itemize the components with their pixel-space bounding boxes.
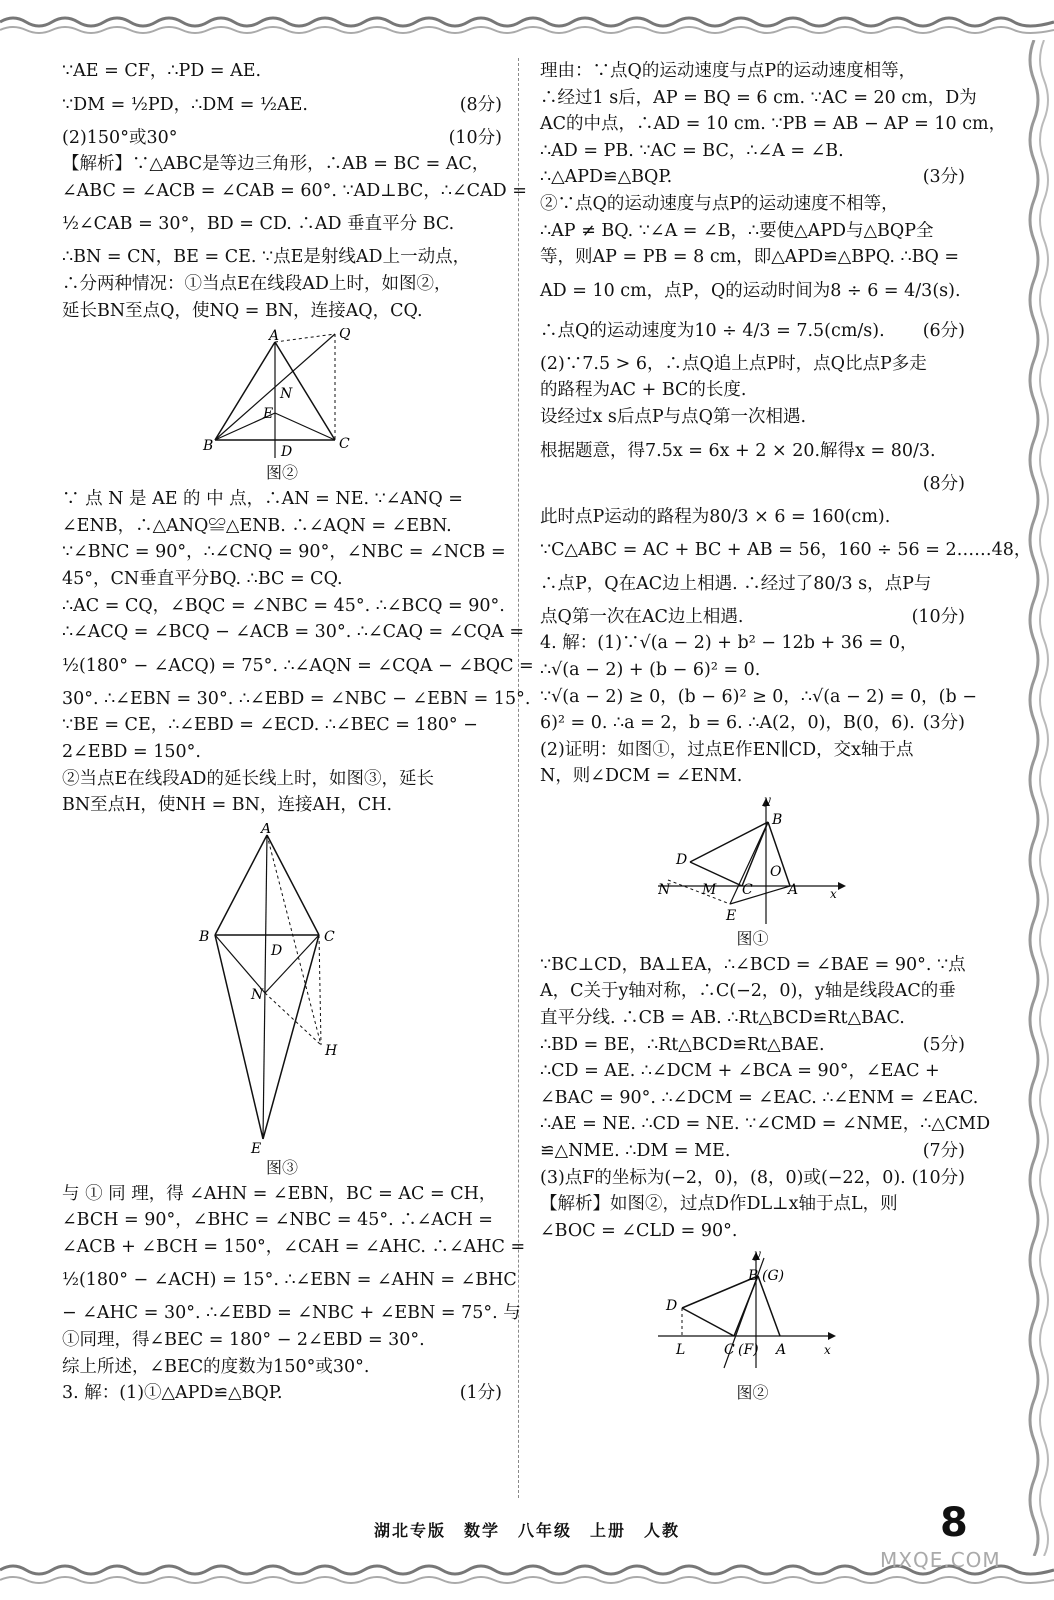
line-text: ∠BCH = 90°，∠BHC = ∠NBC = 45°. ∴∠ACH = xyxy=(62,1210,493,1231)
text-line xyxy=(540,497,965,537)
text-line xyxy=(540,431,965,471)
text-line xyxy=(540,537,1032,564)
text-line xyxy=(540,311,965,351)
text-line xyxy=(540,978,965,1005)
line-text: 理由：∵点Q的运动速度与点P的运动速度相等， xyxy=(540,61,917,81)
text-line xyxy=(540,1191,965,1218)
right-text-block-2 xyxy=(540,952,991,1245)
svg-text:C: C xyxy=(339,436,350,453)
text-line xyxy=(540,471,965,498)
text-line xyxy=(62,712,502,739)
text-line xyxy=(62,486,502,513)
line-text: ∵√(a − 2) ≥ 0，(b − 6)² ≥ 0，∴√(a − 2) = 0，(b − xyxy=(540,686,977,707)
text-line xyxy=(540,377,965,404)
line-text: ∠ENB，∴△ANQ≌△ENB. ∴∠AQN = ∠EBN. xyxy=(62,515,452,536)
text-line xyxy=(540,1165,965,1192)
svg-text:y: y xyxy=(763,793,771,807)
line-text: 2∠EBD = 150°. xyxy=(62,741,201,762)
right-column xyxy=(540,58,1032,1406)
line-text: 【解析】∵△ABC是等边三角形，∴AB = BC = AC， xyxy=(62,154,490,175)
line-text: ∴AP ≠ BQ. ∵∠A = ∠B，∴要使△APD与△BQP全 xyxy=(540,220,934,241)
line-text: ∠ACB + ∠BCH = 150°，∠CAH = ∠AHC. ∴∠AHC = xyxy=(62,1236,526,1257)
text-line xyxy=(62,766,502,793)
text-line xyxy=(540,244,965,271)
line-text: BN至点H，使NH = BN，连接AH，CH. xyxy=(62,795,393,816)
text-line xyxy=(540,218,965,245)
text-line xyxy=(540,85,977,112)
svg-text:N: N xyxy=(251,986,264,1003)
text-line xyxy=(540,191,965,218)
line-text: ①同理，得∠BEC = 180° − 2∠EBD = 30°. xyxy=(62,1330,425,1351)
line-text: A，C关于y轴对称，∴C(−2，0)，y轴是线段AC的垂 xyxy=(540,981,956,1002)
coordinate-diagram-fig1 xyxy=(658,794,848,924)
svg-text:E: E xyxy=(263,406,274,423)
text-line xyxy=(62,566,502,593)
svg-text:E: E xyxy=(251,1140,262,1153)
text-line xyxy=(540,952,965,979)
left-column xyxy=(62,58,534,1407)
watermark: MXQE.COM xyxy=(880,1548,1001,1572)
score-mark: (10分) xyxy=(448,127,502,148)
triangle-diagram-fig2 xyxy=(197,328,367,458)
line-text: ∴AD = PB. ∵AC = BC，∴∠A = ∠B. xyxy=(540,140,844,161)
text-line xyxy=(62,1380,502,1407)
line-text: ∵DM = ½PD，∴DM = ½AE. xyxy=(62,94,308,115)
text-line xyxy=(62,1207,502,1234)
text-line xyxy=(62,1181,502,1208)
text-line xyxy=(540,351,965,378)
svg-text:D: D xyxy=(271,942,283,959)
line-text: 设经过x s后点P与点Q第一次相遇. xyxy=(540,406,807,427)
kite-diagram-fig3 xyxy=(197,823,367,1153)
page-footer: 湖北专版 数学 八年级 上册 人教 xyxy=(373,1521,680,1540)
line-text: ½∠CAB = 30°，BD = CD. ∴AD 垂直平分 BC. xyxy=(62,214,455,235)
text-line xyxy=(62,593,505,620)
line-text: 30°. ∴∠EBN = 30°. ∴∠EBD = ∠NBC − ∠EBN = 15°. xyxy=(62,688,531,709)
line-text: 直平分线. ∴CB = AB. ∴Rt△BCD≌Rt△BAC. xyxy=(540,1008,905,1029)
line-text: ∵BC⊥CD，BA⊥EA，∴∠BCD = ∠BAE = 90°. ∵点 xyxy=(540,954,966,975)
score-mark: (10分) xyxy=(911,1167,965,1188)
svg-text:B: B xyxy=(747,1268,758,1285)
line-text: ∴BN = CN，BE = CE. ∵点E是射线AD上一动点， xyxy=(62,247,471,268)
figure-2-right xyxy=(658,1248,848,1404)
score-mark: (8分) xyxy=(922,473,965,494)
svg-text:N: N xyxy=(657,881,670,898)
line-text: AD = 10 cm，点P，Q的运动时间为8 ÷ 6 = 4/3(s). xyxy=(540,280,961,301)
text-line xyxy=(62,85,502,125)
line-text: ∵ 点 N 是 AE 的 中 点，∴AN = NE. ∵∠ANQ = xyxy=(62,489,463,510)
line-text: 此时点P运动的路程为80/3 × 6 = 160(cm). xyxy=(540,507,891,528)
line-text: AC的中点，∴AD = 10 cm. ∵PB = AB − AP = 10 cm， xyxy=(540,114,1007,135)
line-text: 4. 解：(1)∵√(a − 2) + b² − 12b + 36 = 0， xyxy=(540,633,918,654)
top-wave-border xyxy=(0,0,1054,40)
text-line xyxy=(540,1111,991,1138)
page-number: 8 xyxy=(940,1500,968,1546)
text-line xyxy=(62,792,502,819)
line-text: 的路程为AC + BC的长度. xyxy=(540,380,747,401)
svg-text:O: O xyxy=(769,863,781,880)
text-line xyxy=(540,564,965,604)
svg-text:A: A xyxy=(775,1342,786,1359)
line-text: ∴√(a − 2) + (b − 6)² = 0. xyxy=(540,659,761,680)
line-text: 点Q第一次在AC边上相遇. xyxy=(540,606,744,627)
text-line xyxy=(540,404,965,431)
svg-text:D: D xyxy=(665,1298,677,1315)
score-mark: (3分) xyxy=(922,713,965,734)
line-text: − ∠AHC = 30°. ∴∠EBD = ∠NBC + ∠EBN = 75°. 与 xyxy=(62,1303,521,1324)
line-text: 等，则AP = PB = 8 cm，即△APD≌△BPQ. ∴BQ = xyxy=(540,247,960,268)
line-text: ∴点P，Q在AC边上相遇. ∴经过了80/3 s，点P与 xyxy=(540,573,932,594)
line-text: ∴点Q的运动速度为10 ÷ 4/3 = 7.5(cm/s). xyxy=(540,320,885,341)
line-text: ∵BE = CE，∴∠EBD = ∠ECD. ∴∠BEC = 180° − xyxy=(62,715,478,736)
svg-text:A: A xyxy=(787,881,798,898)
text-line xyxy=(62,1327,502,1354)
text-line xyxy=(540,684,977,711)
figure-2-left xyxy=(197,328,367,484)
line-text: (2)证明：如图①，过点E作EN∥CD，交x轴于点 xyxy=(540,739,914,760)
text-line xyxy=(540,630,965,657)
text-line xyxy=(62,58,502,85)
text-line xyxy=(62,125,502,152)
line-text: ∴△APD≌△BQP. xyxy=(540,167,673,188)
text-line xyxy=(540,164,965,191)
text-line xyxy=(540,737,965,764)
svg-text:C: C xyxy=(324,928,335,945)
figure-3-left xyxy=(197,823,367,1179)
text-line xyxy=(62,739,502,766)
svg-text:(F): (F) xyxy=(737,1342,759,1359)
right-text-block-1 xyxy=(540,58,1032,790)
text-line xyxy=(540,1005,965,1032)
score-mark: (3分) xyxy=(922,167,965,188)
score-mark: (10分) xyxy=(911,606,965,627)
text-line xyxy=(540,710,965,737)
line-text: ½(180° − ∠ACQ) = 75°. ∴∠AQN = ∠CQA − ∠BQC = xyxy=(62,655,534,676)
figure-caption: 图② xyxy=(265,463,298,483)
text-line xyxy=(540,1085,979,1112)
line-text: ∴AC = CQ，∠BQC = ∠NBC = 45°. ∴∠BCQ = 90°. xyxy=(62,595,505,616)
line-text: ∵∠BNC = 90°，∴∠CNQ = 90°，∠NBC = ∠NCB = xyxy=(62,542,506,563)
svg-text:D: D xyxy=(675,851,687,868)
text-line xyxy=(62,244,502,271)
line-text: ∠ABC = ∠ACB = ∠CAB = 60°. ∵AD⊥BC，∴∠CAD = xyxy=(62,180,527,201)
line-text: ≌△NME. ∴DM = ME. xyxy=(540,1141,731,1162)
text-line xyxy=(540,1218,965,1245)
text-line xyxy=(62,204,502,244)
line-text: ②∵点Q的运动速度与点P的运动速度不相等， xyxy=(540,193,899,214)
text-line xyxy=(62,178,527,205)
svg-text:(G): (G) xyxy=(761,1268,784,1285)
right-wave-border xyxy=(1020,40,1054,1556)
coordinate-diagram-fig2 xyxy=(658,1248,848,1378)
line-text: 3. 解：(1)①△APD≌△BQP. xyxy=(62,1383,283,1404)
score-mark: (5分) xyxy=(922,1034,965,1055)
svg-text:C: C xyxy=(723,1342,735,1359)
svg-text:N: N xyxy=(280,386,293,403)
line-text: 6)² = 0. ∴a = 2，b = 6. ∴A(2，0)，B(0，6). xyxy=(540,713,915,734)
left-text-block-2 xyxy=(62,486,534,819)
line-text: ∴BD = BE，∴Rt△BCD≌Rt△BAE. xyxy=(540,1034,825,1055)
line-text: (3)点F的坐标为(−2，0)，(8，0)或(−22，0). xyxy=(540,1167,906,1188)
text-line xyxy=(62,298,502,325)
left-text-block-1 xyxy=(62,58,527,324)
line-text: ∴AE = NE. ∴CD = NE. ∵∠CMD = ∠NME，∴△CMD xyxy=(540,1114,991,1135)
line-text: ∠BAC = 90°. ∴∠DCM = ∠EAC. ∴∠ENM = ∠EAC. xyxy=(540,1087,979,1108)
line-text: ∠BOC = ∠CLD = 90°. xyxy=(540,1220,738,1241)
text-line xyxy=(62,619,525,646)
text-line xyxy=(540,657,965,684)
svg-text:B: B xyxy=(199,928,210,945)
line-text: 45°，CN垂直平分BQ. ∴BC = CQ. xyxy=(62,568,343,589)
text-line xyxy=(62,271,502,298)
text-line xyxy=(540,111,1007,138)
figure-caption: 图① xyxy=(736,928,769,948)
text-line xyxy=(62,1260,517,1300)
text-line xyxy=(540,58,965,85)
text-line xyxy=(62,646,534,686)
text-line xyxy=(540,604,965,631)
svg-text:D: D xyxy=(281,444,293,459)
text-line xyxy=(540,138,965,165)
text-line xyxy=(540,1032,965,1059)
text-line xyxy=(540,1058,965,1085)
line-text: ½(180° − ∠ACH) = 15°. ∴∠EBN = ∠AHN = ∠BHC xyxy=(62,1270,517,1291)
text-line xyxy=(62,513,502,540)
figure-1-right xyxy=(658,794,848,950)
svg-text:x: x xyxy=(829,886,837,901)
line-text: ②当点E在线段AD的延长线上时，如图③，延长 xyxy=(62,768,434,789)
line-text: 【解析】如图②，过点D作DL⊥x轴于点L，则 xyxy=(540,1194,898,1215)
figure-caption: 图② xyxy=(736,1383,769,1403)
svg-text:L: L xyxy=(675,1342,685,1359)
score-mark: (6分) xyxy=(922,320,965,341)
line-text: (2)∵7.5 > 6，∴点Q追上点P时，点Q比点P多走 xyxy=(540,353,927,374)
line-text: N，则∠DCM = ∠ENM. xyxy=(540,766,743,787)
text-line xyxy=(62,1234,526,1261)
score-mark: (7分) xyxy=(922,1141,965,1162)
line-text: ∴CD = AE. ∴∠DCM + ∠BCA = 90°，∠EAC + xyxy=(540,1061,940,1082)
text-line xyxy=(540,271,965,311)
text-line xyxy=(62,539,506,566)
svg-text:C: C xyxy=(741,881,753,898)
svg-text:B: B xyxy=(203,438,214,455)
line-text: 根据题意，得7.5x = 6x + 2 × 20.解得x = 80/3. xyxy=(540,440,936,461)
svg-text:M: M xyxy=(701,881,716,898)
svg-text:E: E xyxy=(725,907,736,924)
column-divider xyxy=(518,58,519,1498)
svg-text:y: y xyxy=(753,1248,761,1262)
line-text: ∴分两种情况：①当点E在线段AD上时，如图②， xyxy=(62,273,452,294)
text-line xyxy=(62,151,502,178)
score-mark: (8分) xyxy=(459,94,502,115)
text-line xyxy=(540,763,965,790)
line-text: 延长BN至点Q，使NQ = BN，连接AQ，CQ. xyxy=(62,300,423,321)
figure-caption: 图③ xyxy=(265,1157,298,1177)
text-line xyxy=(62,686,531,713)
text-line xyxy=(540,1138,965,1165)
svg-text:A: A xyxy=(261,822,272,837)
line-text: (2)150°或30° xyxy=(62,127,178,148)
line-text: ∵AE = CF，∴PD = AE. xyxy=(62,61,262,81)
text-line xyxy=(62,1354,502,1381)
svg-text:B: B xyxy=(771,811,782,828)
text-line xyxy=(62,1300,521,1327)
line-text: 与 ① 同 理，得 ∠AHN = ∠EBN，BC = AC = CH， xyxy=(62,1183,497,1204)
left-text-block-3 xyxy=(62,1181,526,1407)
score-mark: (1分) xyxy=(459,1383,502,1404)
svg-text:H: H xyxy=(325,1042,338,1059)
line-text: ∵C△ABC = AC + BC + AB = 56，160 ÷ 56 = 2……48， xyxy=(540,540,1032,561)
svg-text:x: x xyxy=(823,1343,831,1358)
svg-text:Q: Q xyxy=(339,328,351,343)
line-text: ∴∠ACQ = ∠BCQ − ∠ACB = 30°. ∴∠CAQ = ∠CQA = xyxy=(62,622,525,643)
line-text: 综上所述，∠BEC的度数为150°或30°. xyxy=(62,1356,370,1377)
svg-text:A: A xyxy=(269,328,280,345)
line-text: ∴经过1 s后，AP = BQ = 6 cm. ∵AC = 20 cm，D为 xyxy=(540,87,977,108)
